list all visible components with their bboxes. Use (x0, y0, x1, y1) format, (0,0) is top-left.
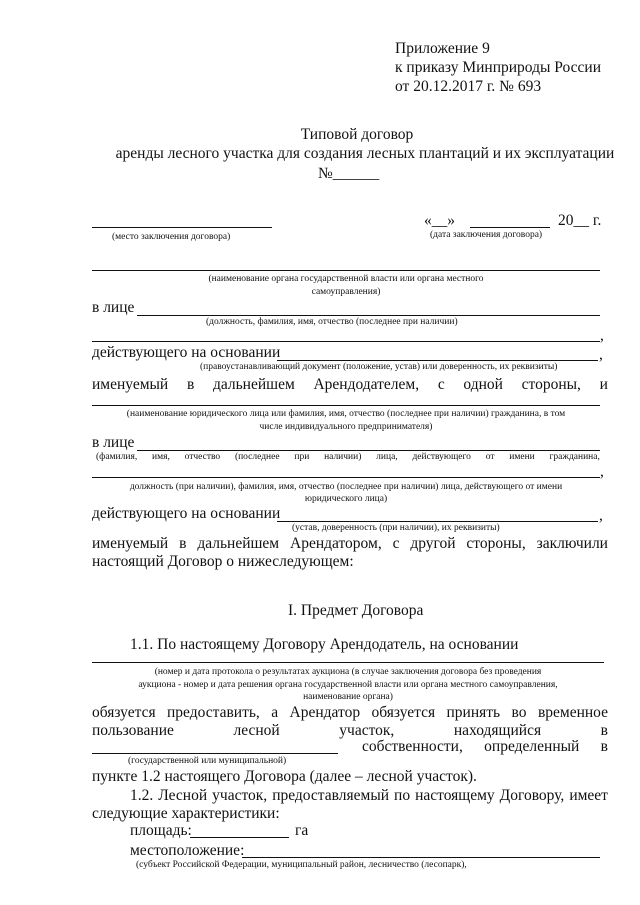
organ-caption-1: (наименование органа государственной власти или органа местного (208, 274, 484, 284)
clause-1-1-caption-2: аукциона - номер и дата решения органа государственной власти или органа местного самоуправления, (138, 680, 558, 690)
comma: , (599, 507, 603, 524)
tenant-named-line-2: настоящий Договор о нижеследующем: (92, 553, 354, 570)
annex-line-2: к приказу Минприроды России (395, 59, 602, 76)
clause-1-2-line-2: следующие характеристики: (92, 805, 280, 822)
tenant-continuation-line (92, 477, 600, 478)
title-line-1: Типовой договор (300, 126, 414, 143)
area-unit: га (295, 822, 309, 839)
location-label: местоположение: (130, 842, 245, 859)
ownership-words: собственности, определенный в (362, 738, 608, 755)
comma: , (600, 463, 604, 480)
lessor-acting-basis: действующего на основании (92, 344, 281, 361)
clause-1-2: 1.2. Лесной участок, предоставляемый по настоящему Договору, имеет (130, 787, 608, 804)
ownership-line (92, 753, 338, 754)
year-prefix: 20__ г. (558, 212, 602, 229)
tenant-acting-basis: действующего на основании (92, 505, 281, 522)
clause-1-1-caption-3: наименование органа) (303, 692, 393, 702)
tenant-name-line (92, 405, 600, 406)
lessor-person-line (137, 315, 600, 316)
tenant-person-caption-1: (фамилия, имя, отчество (последнее при наличии) лица, действующего от имени гражданина, (96, 452, 600, 462)
title-line-2: аренды лесного участка для создания лесных плантаций и их эксплуатации (115, 145, 615, 162)
tenant-person-line (137, 450, 600, 451)
obliges-line: обязуется предоставить, а Арендатор обязуется принять во временное (92, 704, 608, 721)
tenant-person-caption-2: должность (при наличии), фамилия, имя, отчество (последнее при наличии) лица, действующего от имени (129, 482, 563, 492)
use-line: пользование лесной участок, находящийся в (92, 722, 608, 739)
section-heading: I. Предмет Договора (288, 602, 424, 619)
comma: , (599, 346, 603, 363)
date-caption: (дата заключения договора) (430, 230, 543, 240)
location-caption: (субъект Российской Федерации, муниципальный район, лесничество (лесопарк), (136, 860, 467, 870)
tenant-basis-line (277, 521, 598, 522)
date-line (470, 227, 550, 228)
tenant-person-caption-3: юридического лица) (304, 494, 388, 504)
contract-number: №______ (318, 165, 380, 182)
area-line (190, 837, 289, 838)
tenant-name-caption-2: числе индивидуального предпринимателя) (259, 422, 433, 432)
location-line (242, 857, 600, 858)
lessor-basis-caption: (правоустанавливающий документ (положение, устав) или доверенность, их реквизиты) (200, 362, 558, 372)
tenant-name-caption-1: (наименование юридического лица или фамилия, имя, отчество (последнее при наличии) гражданина, в том (126, 409, 566, 419)
annex-line-3: от 20.12.2017 г. № 693 (395, 78, 542, 95)
lessor-basis-line (277, 360, 598, 361)
clause-1-1-caption-1: (номер и дата протокола о результатах аукциона (в случае заключения договора без проведения (154, 667, 542, 677)
comma: , (600, 327, 604, 344)
organ-caption-2: самоуправления) (311, 287, 381, 297)
lessor-position-caption: (должность, фамилия, имя, отчество (последнее при наличии) (206, 317, 458, 327)
place-caption: (место заключения договора) (112, 232, 231, 242)
annex-line-1: Приложение 9 (395, 40, 490, 57)
organ-line (92, 270, 600, 271)
lessor-continuation-line (92, 341, 600, 342)
clause-1-1: 1.1. По настоящему Договору Арендодатель, на основании (130, 636, 519, 653)
area-label: площадь: (130, 822, 192, 839)
place-line (92, 227, 272, 228)
lessor-in-person: в лице (92, 299, 135, 316)
ownership-caption: (государственной или муниципальной) (128, 756, 287, 766)
clause-1-1-line (92, 662, 604, 663)
tenant-in-person: в лице (92, 434, 135, 451)
tenant-named-line: именуемый в дальнейшем Арендатором, с другой стороны, заключили (92, 535, 608, 552)
clause-ref: пункте 1.2 настоящего Договора (далее – лесной участок). (92, 768, 477, 785)
date-open: «__» (424, 212, 455, 229)
lessor-named-line: именуемый в дальнейшем Арендодателем, с одной стороны, и (92, 376, 608, 393)
tenant-basis-caption: (устав, доверенность (при наличии), их реквизиты) (292, 523, 500, 533)
